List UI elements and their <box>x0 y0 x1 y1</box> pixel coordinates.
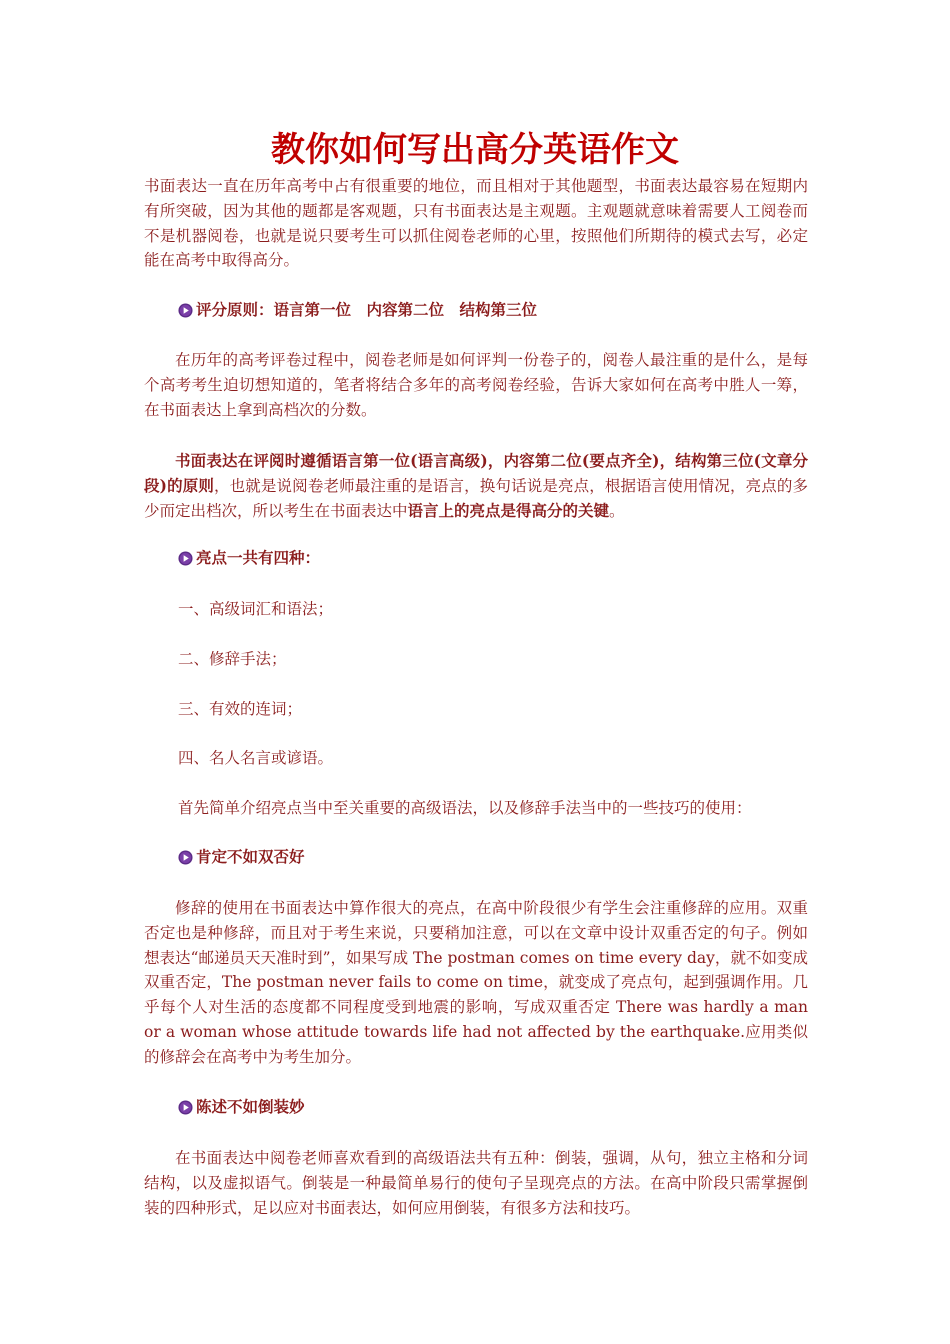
section-heading-scoring <box>178 298 537 322</box>
heading-text: 陈述不如倒装妙 <box>196 1098 305 1116</box>
scoring-paragraph-2 <box>144 449 808 523</box>
play-circle-icon <box>178 850 193 865</box>
heading-text: 亮点一共有四种： <box>196 549 321 567</box>
scoring-paragraph-1: 在历年的高考评卷过程中，阅卷老师是如何评判一份卷子的，阅卷人最注重的是什么，是每个高考考生迫切想知道的，笔者将结合多年的高考阅卷经验，告诉大家如何在高考中胜人一筹，在书面表达上拿到高档次的分数。 <box>144 351 808 419</box>
key-principle-text: 书面表达在评阅时遵循语言第一位(语言高级)，内容第二位(要点齐全)，结构第三位(文章分段)的原则 <box>144 451 808 495</box>
list-item: 四、名人名言或谚语。 <box>178 749 334 767</box>
heading-text: 肯定不如双否好 <box>196 848 305 866</box>
intro-paragraph: 书面表达一直在历年高考中占有很重要的地位，而且相对于其他题型，书面表达最容易在短期内有所突破，因为其他的题都是客观题，只有书面表达是主观题。主观题就意味着需要人工阅卷而不是机器阅卷，也就是说只要考生可以抓住阅卷老师的心里，按照他们所期待的模式去写，必定能在高考中取得高分。 <box>144 177 808 270</box>
section-heading-double-negative <box>178 845 305 869</box>
list-item: 二、修辞手法； <box>178 650 287 668</box>
inversion-paragraph: 在书面表达中阅卷老师喜欢看到的高级语法共有五种：倒装，强调，从句，独立主格和分词结构，以及虚拟语气。倒装是一种最简单易行的使句子呈现亮点的方法。在高中阶段只需掌握倒装的四种形式，足以应对书面表达，如何应用倒装，有很多方法和技巧。 <box>144 1149 808 1217</box>
section-heading-inversion <box>178 1095 305 1119</box>
body-text: ，也就是说阅卷老师最注重的是语言，换句话说是亮点，根据语言使用情况，亮点的多少而定出档次，所以考生在书面表达中 <box>144 476 808 520</box>
list-item: 一、高级词汇和语法； <box>178 600 334 618</box>
section-heading-highlights <box>178 546 320 570</box>
highlights-summary: 首先简单介绍亮点当中至关重要的高级语法，以及修辞手法当中的一些技巧的使用： <box>178 799 752 817</box>
list-item: 三、有效的连词； <box>178 700 303 718</box>
body-text-end: 。 <box>609 501 625 520</box>
key-point-text: 语言上的亮点是得高分的关键 <box>407 500 610 520</box>
heading-text: 评分原则：语言第一位 内容第二位 结构第三位 <box>196 301 538 319</box>
play-circle-icon <box>178 551 193 566</box>
double-negative-paragraph: 修辞的使用在书面表达中算作很大的亮点，在高中阶段很少有学生会注重修辞的应用。双重否定也是种修辞，而且对于考生来说，只要稍加注意，可以在文章中设计双重否定的句子。例如想表达“邮递员天天准时到”，如果写成 The postman comes on time every day，就不如变成双重否定，The postman never fails to come on time，就变成了亮点句，起到强调作用。几乎每个人对生活的态度都不同程度受到地震的影响，写成双重否定 There was hardly a man or a woman whose attitude towards life had not affected by the earthquake.应用类似的修辞会在高考中为考生加分。 <box>144 899 808 1066</box>
play-circle-icon <box>178 303 193 318</box>
page-title: 教你如何写出高分英语作文 <box>271 130 679 170</box>
play-circle-icon <box>178 1100 193 1115</box>
